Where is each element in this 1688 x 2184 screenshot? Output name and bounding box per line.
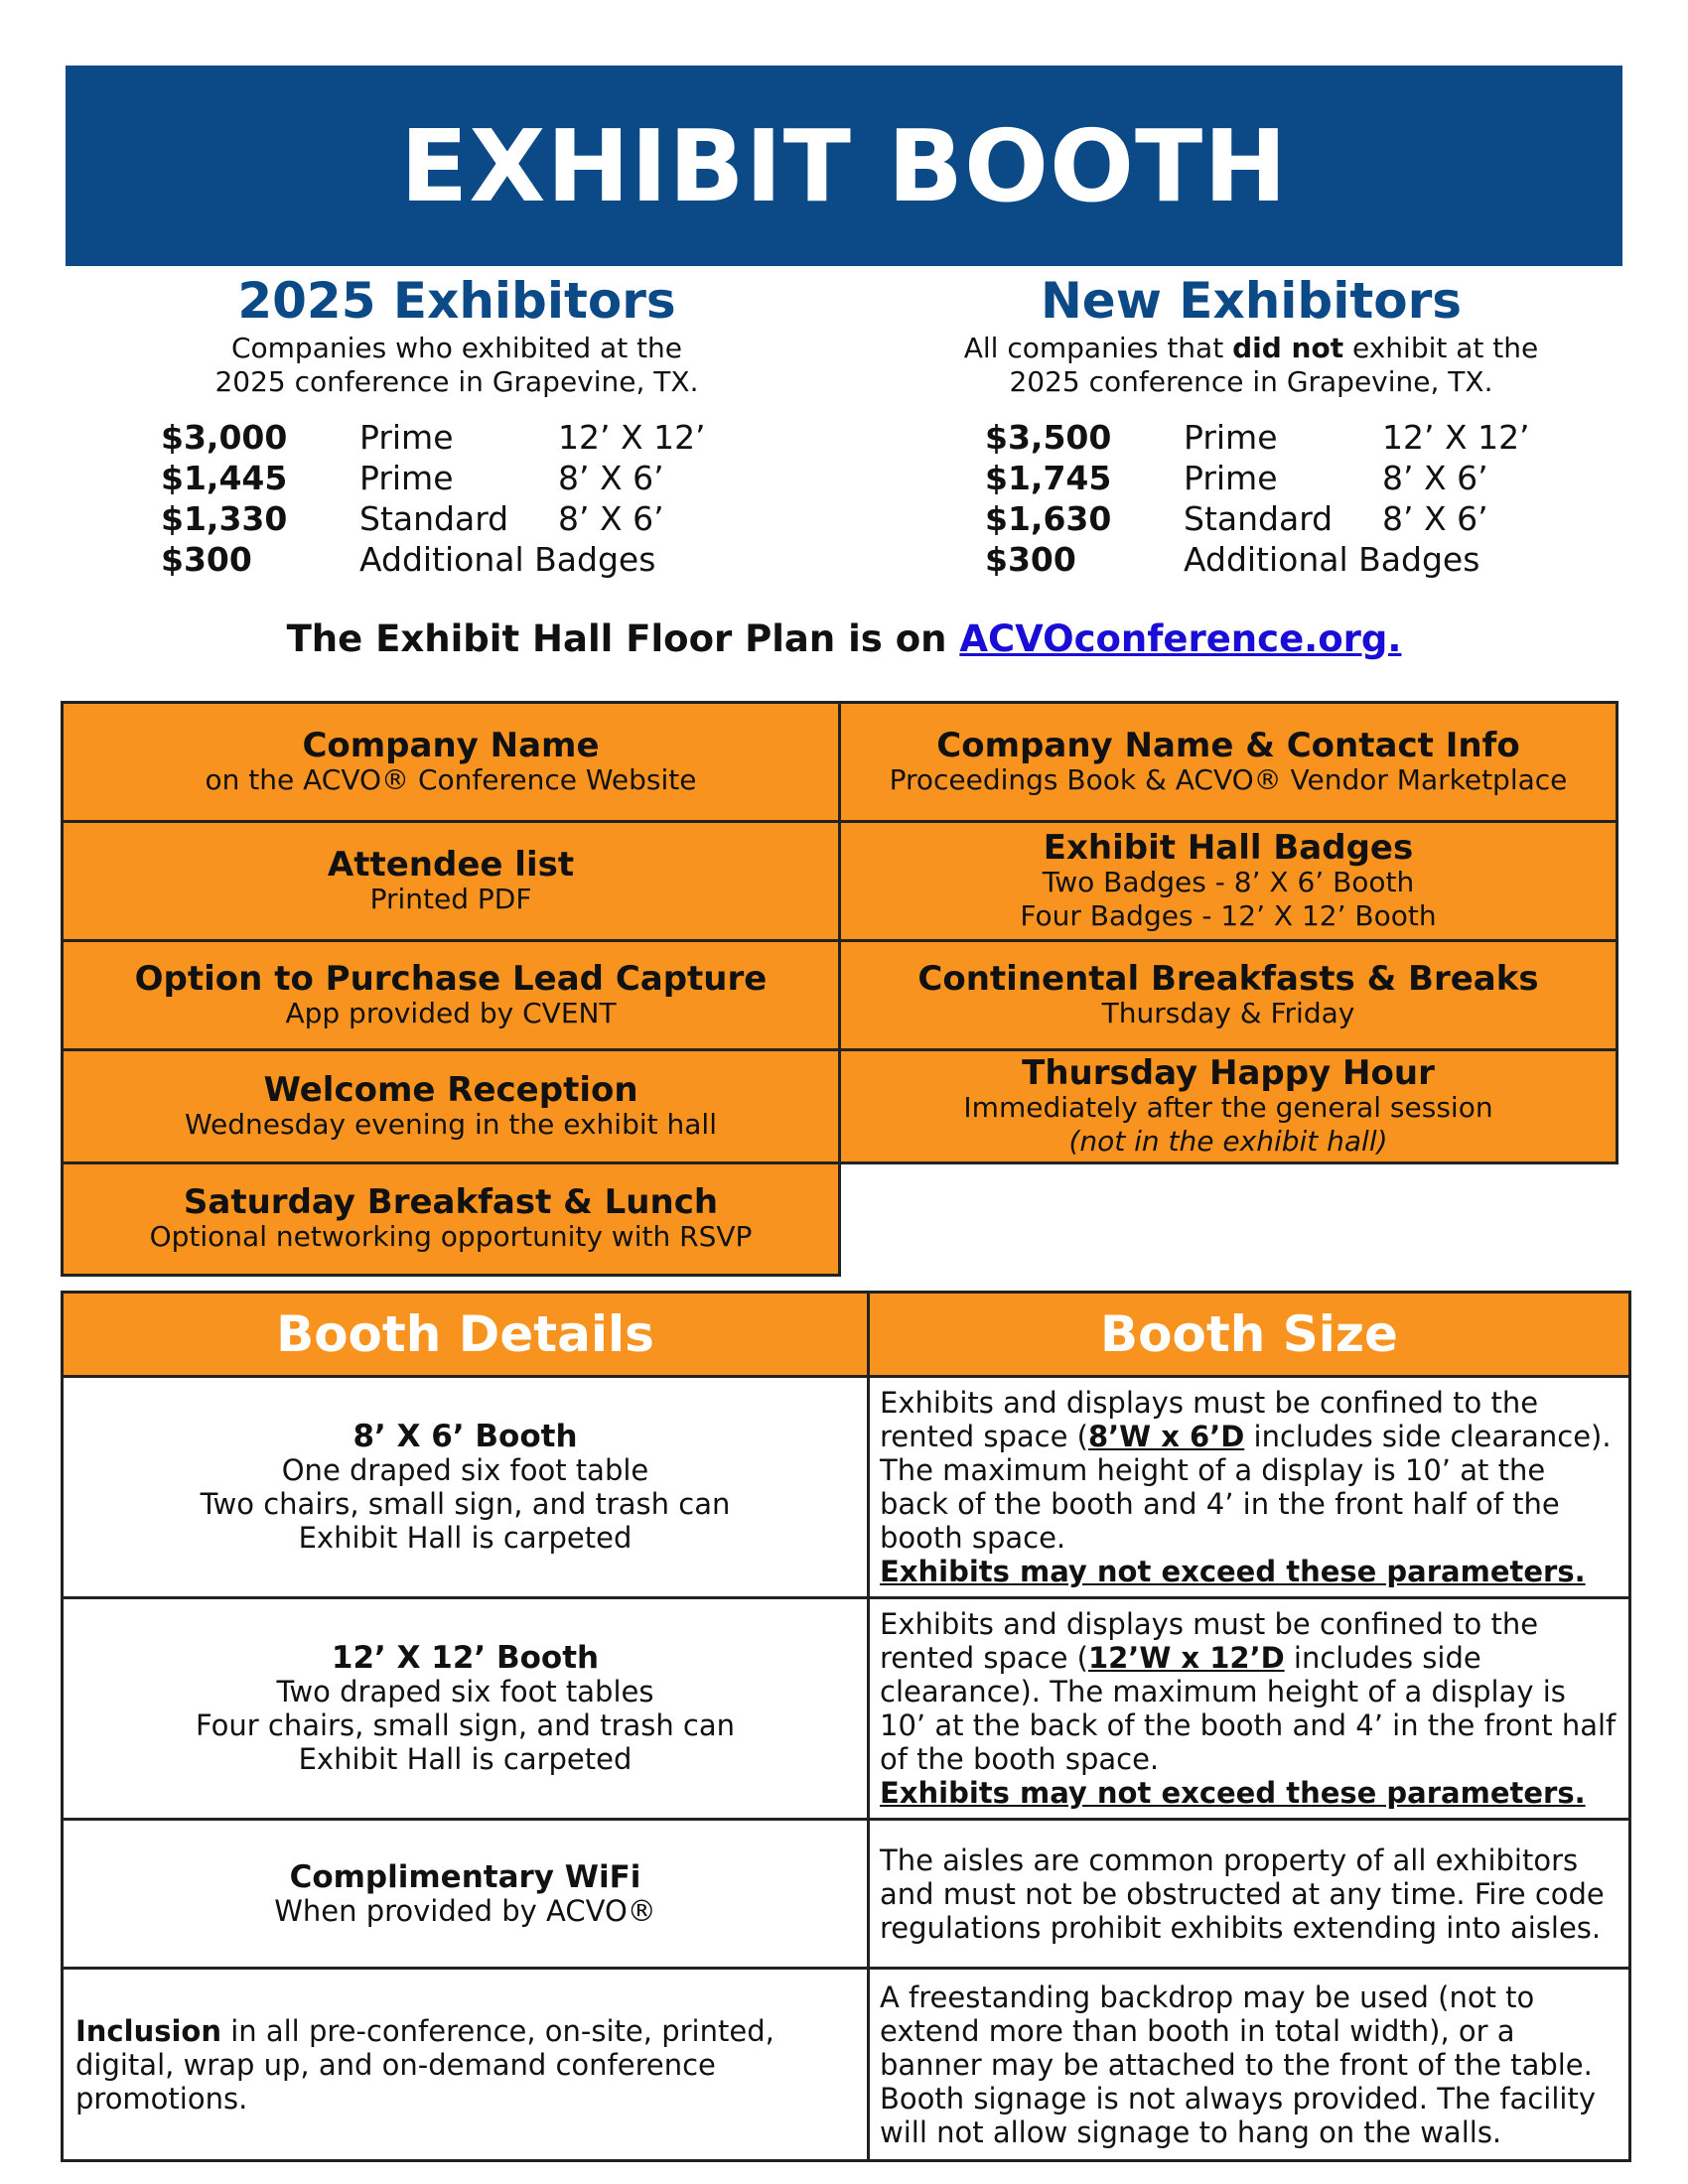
benefit-cell bbox=[61, 1161, 841, 1277]
booth-title: 8’ X 6’ Booth bbox=[352, 1419, 578, 1454]
benefit-title: Attendee list bbox=[327, 844, 575, 885]
table-row bbox=[63, 1598, 1630, 1820]
booth-type: Additional Badges bbox=[1184, 540, 1480, 579]
returning-desc-line1: Companies who exhibited at the bbox=[230, 332, 683, 364]
booth-feature: Exhibit Hall is carpeted bbox=[298, 1521, 633, 1555]
table-row bbox=[63, 1969, 1630, 2161]
benefit-title: Saturday Breakfast & Lunch bbox=[183, 1182, 719, 1222]
booth-title: Complimentary WiFi bbox=[289, 1858, 641, 1895]
table-header-row bbox=[63, 1293, 1630, 1377]
price-amount: $3,000 bbox=[161, 418, 288, 457]
returning-exhibitors-section bbox=[79, 266, 834, 399]
booth-detail-cell bbox=[63, 1377, 869, 1598]
booth-feature: Two chairs, small sign, and trash can bbox=[200, 1487, 731, 1521]
size-dimension: 12’W x 12’D bbox=[1087, 1641, 1285, 1675]
benefit-cell bbox=[61, 1048, 841, 1164]
new-exhibitors-section bbox=[874, 266, 1628, 399]
booth-type: Additional Badges bbox=[359, 540, 656, 579]
booth-size: 8’ X 6’ bbox=[1382, 459, 1488, 497]
price-row bbox=[985, 539, 1530, 580]
booth-feature: Two draped six foot tables bbox=[276, 1675, 654, 1708]
booth-feature: Four chairs, small sign, and trash can bbox=[195, 1708, 736, 1742]
booth-size: 12’ X 12’ bbox=[558, 418, 706, 457]
benefit-cell bbox=[838, 1048, 1618, 1164]
benefit-detail: Optional networking opportunity with RSVP bbox=[149, 1220, 753, 1253]
booth-type: Standard bbox=[359, 499, 509, 538]
price-row bbox=[985, 498, 1530, 539]
benefit-cell bbox=[838, 939, 1618, 1051]
returning-price-list bbox=[161, 417, 706, 580]
price-row bbox=[161, 417, 706, 458]
benefit-detail: Proceedings Book & ACVO® Vendor Marketplace bbox=[889, 762, 1568, 796]
booth-feature: Exhibit Hall is carpeted bbox=[298, 1742, 633, 1776]
booth-feature: When provided by ACVO® bbox=[274, 1893, 656, 1928]
benefit-title: Company Name & Contact Info bbox=[936, 725, 1520, 765]
size-text: Exhibits and displays must be confined to the rented space ( bbox=[880, 1607, 1539, 1675]
page-title: EXHIBIT BOOTH bbox=[400, 107, 1288, 224]
benefit-title: Continental Breakfasts & Breaks bbox=[917, 958, 1539, 999]
price-row bbox=[161, 539, 706, 580]
returning-desc-line2: 2025 conference in Grapevine, TX. bbox=[214, 365, 699, 398]
booth-type: Prime bbox=[1184, 459, 1278, 497]
benefit-cell bbox=[838, 820, 1618, 942]
benefit-cell bbox=[61, 820, 841, 942]
booth-detail-cell bbox=[63, 1969, 869, 2161]
benefit-title: Company Name bbox=[302, 725, 600, 765]
size-dimension: 8’W x 6’D bbox=[1087, 1420, 1245, 1453]
price-amount: $1,630 bbox=[985, 499, 1112, 538]
price-amount: $1,745 bbox=[985, 459, 1112, 497]
booth-type: Standard bbox=[1184, 499, 1334, 538]
floor-plan-note bbox=[0, 617, 1688, 660]
price-amount: $1,330 bbox=[161, 499, 288, 538]
booth-detail-cell bbox=[63, 1820, 869, 1969]
booth-size: 8’ X 6’ bbox=[558, 459, 664, 497]
booth-type: Prime bbox=[359, 459, 454, 497]
benefit-note: (not in the exhibit hall) bbox=[1068, 1124, 1388, 1158]
inclusion-label: Inclusion bbox=[75, 2013, 221, 2048]
size-warning: Exhibits may not exceed these parameters. bbox=[880, 1776, 1586, 1810]
new-price-list bbox=[985, 417, 1530, 580]
size-text: includes side clearance). The maximum height of a display is 10’ at the back of the booth and 4’ in the front half of the booth space. bbox=[880, 1420, 1612, 1555]
price-row bbox=[985, 417, 1530, 458]
new-desc-line2: 2025 conference in Grapevine, TX. bbox=[1009, 365, 1493, 398]
benefit-detail: Printed PDF bbox=[369, 882, 532, 915]
booth-size: 8’ X 6’ bbox=[558, 499, 664, 538]
booth-size-cell bbox=[869, 1598, 1630, 1820]
benefit-cell bbox=[61, 701, 841, 823]
benefit-title: Thursday Happy Hour bbox=[1022, 1052, 1435, 1093]
price-amount: $300 bbox=[985, 540, 1076, 579]
booth-title: 12’ X 12’ Booth bbox=[331, 1640, 600, 1676]
price-row bbox=[161, 458, 706, 498]
benefit-title: Welcome Reception bbox=[263, 1069, 638, 1110]
column-header-booth-size: Booth Size bbox=[869, 1293, 1630, 1377]
booth-feature: One draped six foot table bbox=[281, 1453, 649, 1487]
benefit-detail: Wednesday evening in the exhibit hall bbox=[185, 1107, 717, 1141]
benefit-detail: App provided by CVENT bbox=[285, 996, 617, 1029]
price-row bbox=[985, 458, 1530, 498]
price-amount: $300 bbox=[161, 540, 252, 579]
benefit-detail: Four Badges - 12’ X 12’ Booth bbox=[1020, 898, 1437, 932]
table-row bbox=[63, 1820, 1630, 1969]
size-text: Exhibits and displays must be confined to the rented space ( bbox=[880, 1386, 1539, 1453]
booth-size: 8’ X 6’ bbox=[1382, 499, 1488, 538]
benefit-detail: on the ACVO® Conference Website bbox=[205, 762, 697, 796]
column-header-booth-details: Booth Details bbox=[63, 1293, 869, 1377]
booth-size: 12’ X 12’ bbox=[1382, 418, 1530, 457]
benefit-title: Option to Purchase Lead Capture bbox=[134, 958, 768, 999]
benefit-cell bbox=[838, 701, 1618, 823]
new-desc-line1 bbox=[874, 332, 1628, 365]
inclusion-text: in all pre-conference, on-site, printed, digital, wrap up, and on-demand conference promotions. bbox=[75, 2013, 774, 2116]
price-amount: $3,500 bbox=[985, 418, 1112, 457]
booth-type: Prime bbox=[359, 418, 454, 457]
price-amount: $1,445 bbox=[161, 459, 288, 497]
booth-detail-cell bbox=[63, 1598, 869, 1820]
new-heading: New Exhibitors bbox=[1040, 272, 1463, 330]
booth-details-table bbox=[61, 1291, 1631, 2162]
table-row bbox=[63, 1377, 1630, 1598]
booth-size-cell: A freestanding backdrop may be used (not to extend more than booth in total width), or a banner may be attached to the front of the table. Booth signage is not always provided. The facility will not allow signage to hang on the walls. bbox=[869, 1969, 1630, 2161]
booth-size-cell bbox=[869, 1377, 1630, 1598]
booth-type: Prime bbox=[1184, 418, 1278, 457]
benefit-detail: Two Badges - 8’ X 6’ Booth bbox=[1042, 865, 1415, 898]
benefit-detail: Thursday & Friday bbox=[1101, 996, 1355, 1029]
conference-website-link[interactable]: ACVOconference.org. bbox=[959, 617, 1402, 660]
new-desc-pre: All companies that bbox=[963, 332, 1233, 364]
new-desc-bold: did not bbox=[1232, 332, 1344, 364]
size-text: includes side clearance). The maximum height of a display is 10’ at the back of the booth and 4’ in the front half of the booth space. bbox=[880, 1641, 1617, 1776]
price-row bbox=[161, 498, 706, 539]
new-desc-post: exhibit at the bbox=[1343, 332, 1539, 364]
returning-description bbox=[79, 332, 834, 399]
returning-heading: 2025 Exhibitors bbox=[237, 272, 676, 330]
benefit-cell bbox=[61, 939, 841, 1051]
benefit-detail: Immediately after the general session bbox=[963, 1090, 1493, 1124]
title-banner bbox=[66, 66, 1622, 266]
new-description bbox=[874, 332, 1628, 399]
floor-plan-text: The Exhibit Hall Floor Plan is on bbox=[286, 617, 960, 660]
booth-size-cell: The aisles are common property of all exhibitors and must not be obstructed at any time. Fire code regulations prohibit exhibits extending into aisles. bbox=[869, 1820, 1630, 1969]
benefit-title: Exhibit Hall Badges bbox=[1043, 827, 1414, 868]
size-warning: Exhibits may not exceed these parameters. bbox=[880, 1555, 1586, 1588]
